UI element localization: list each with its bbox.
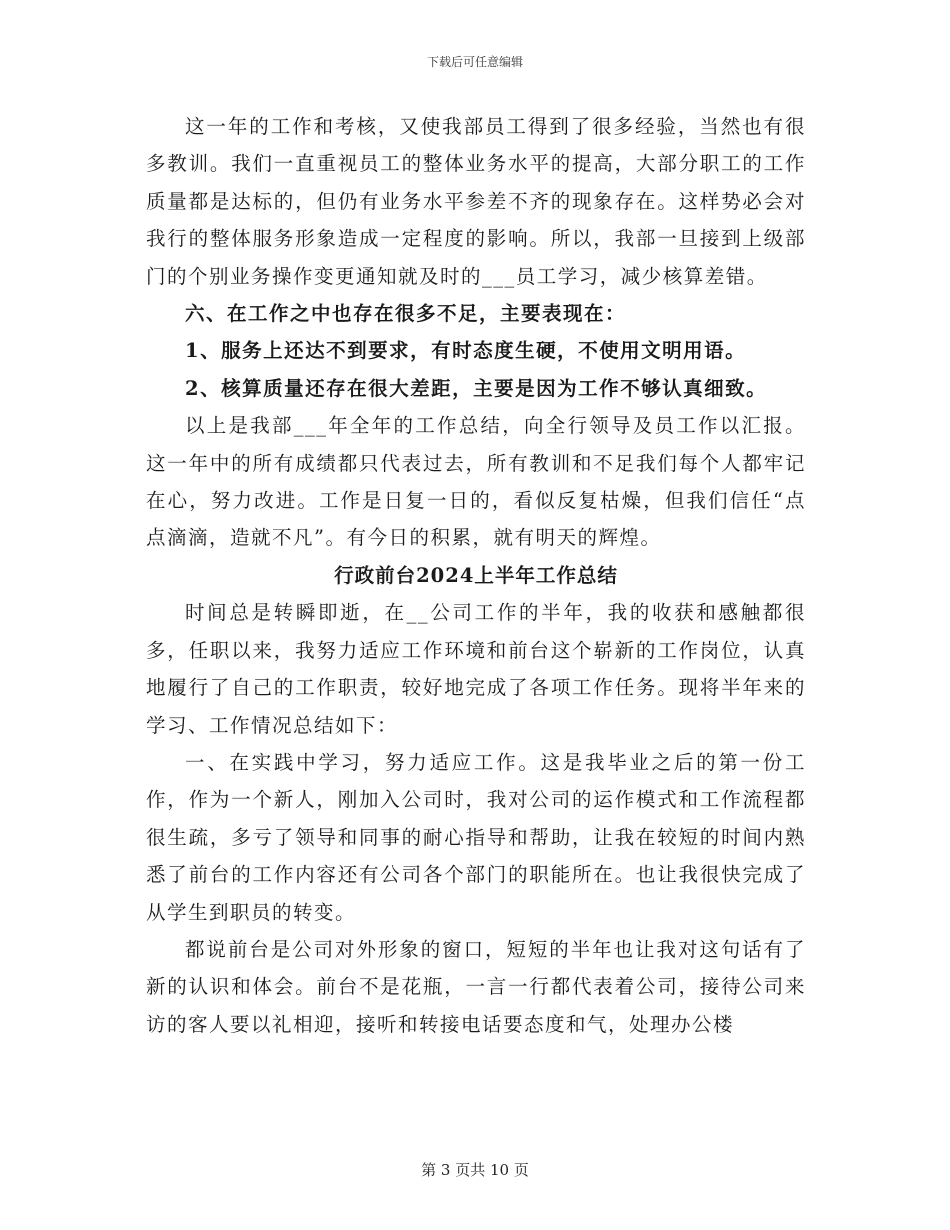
page-number: 第 3 页共 10 页	[421, 1161, 529, 1179]
paragraph-review-experience: 这一年的工作和考核，又使我部员工得到了很多经验，当然也有很多教训。我们一直重视员工的整体业务水平的提高，大部分职工的工作质量都是达标的，但仍有业务水平参差不齐的现象存在。这样势必会对我行的整体服务形象造成一定程度的影响。所以，我部一旦接到上级部门的个别业务操作变更通知就及时的___员工学习，减少核算差错。	[146, 115, 806, 288]
shortcoming-item-1: 1、服务上还达不到要求，有时态度生硬，不使用文明用语。	[185, 339, 747, 363]
paragraph-front-desk-image: 都说前台是公司对外形象的窗口，短短的半年也让我对这句话有了新的认识和体会。前台不是花瓶，一言一行都代表着公司，接待公司来访的客人要以礼相迎，接听和转接电话要态度和气，处理办公楼	[146, 937, 806, 1036]
paragraph-annual-summary: 以上是我部___年全年的工作总结，向全行领导及员工作以汇报。这一年中的所有成绩都只代表过去，所有教训和不足我们每个人都牢记在心，努力改进。工作是日复一日的，看似反复枯燥，但我们信任“点点滴滴，造就不凡”。有今日的积累，就有明天的辉煌。	[146, 414, 806, 550]
section-heading-shortcomings: 六、在工作之中也存在很多不足，主要表现在：	[185, 302, 627, 326]
document-body	[146, 108, 806, 1043]
shortcoming-item-2: 2、核算质量还存在很大差距，主要是因为工作不够认真细致。	[185, 376, 768, 400]
document-title: 行政前台2024上半年工作总结	[334, 563, 618, 587]
page-header-note: 下载后可任意编辑	[426, 55, 523, 69]
paragraph-learning-in-practice: 一、在实践中学习，努力适应工作。这是我毕业之后的第一份工作，作为一个新人，刚加入公司时，我对公司的运作模式和工作流程都很生疏，多亏了领导和同事的耐心指导和帮助，让我在较短的时间内熟悉了前台的工作内容还有公司各个部门的职能所在。也让我很快完成了从学生到职员的转变。	[146, 750, 806, 924]
paragraph-intro: 时间总是转瞬即逝，在__公司工作的半年，我的收获和感触都很多，任职以来，我努力适应工作环境和前台这个崭新的工作岗位，认真地履行了自己的工作职责，较好地完成了各项工作任务。现将半年来的学习、工作情况总结如下：	[146, 601, 806, 737]
